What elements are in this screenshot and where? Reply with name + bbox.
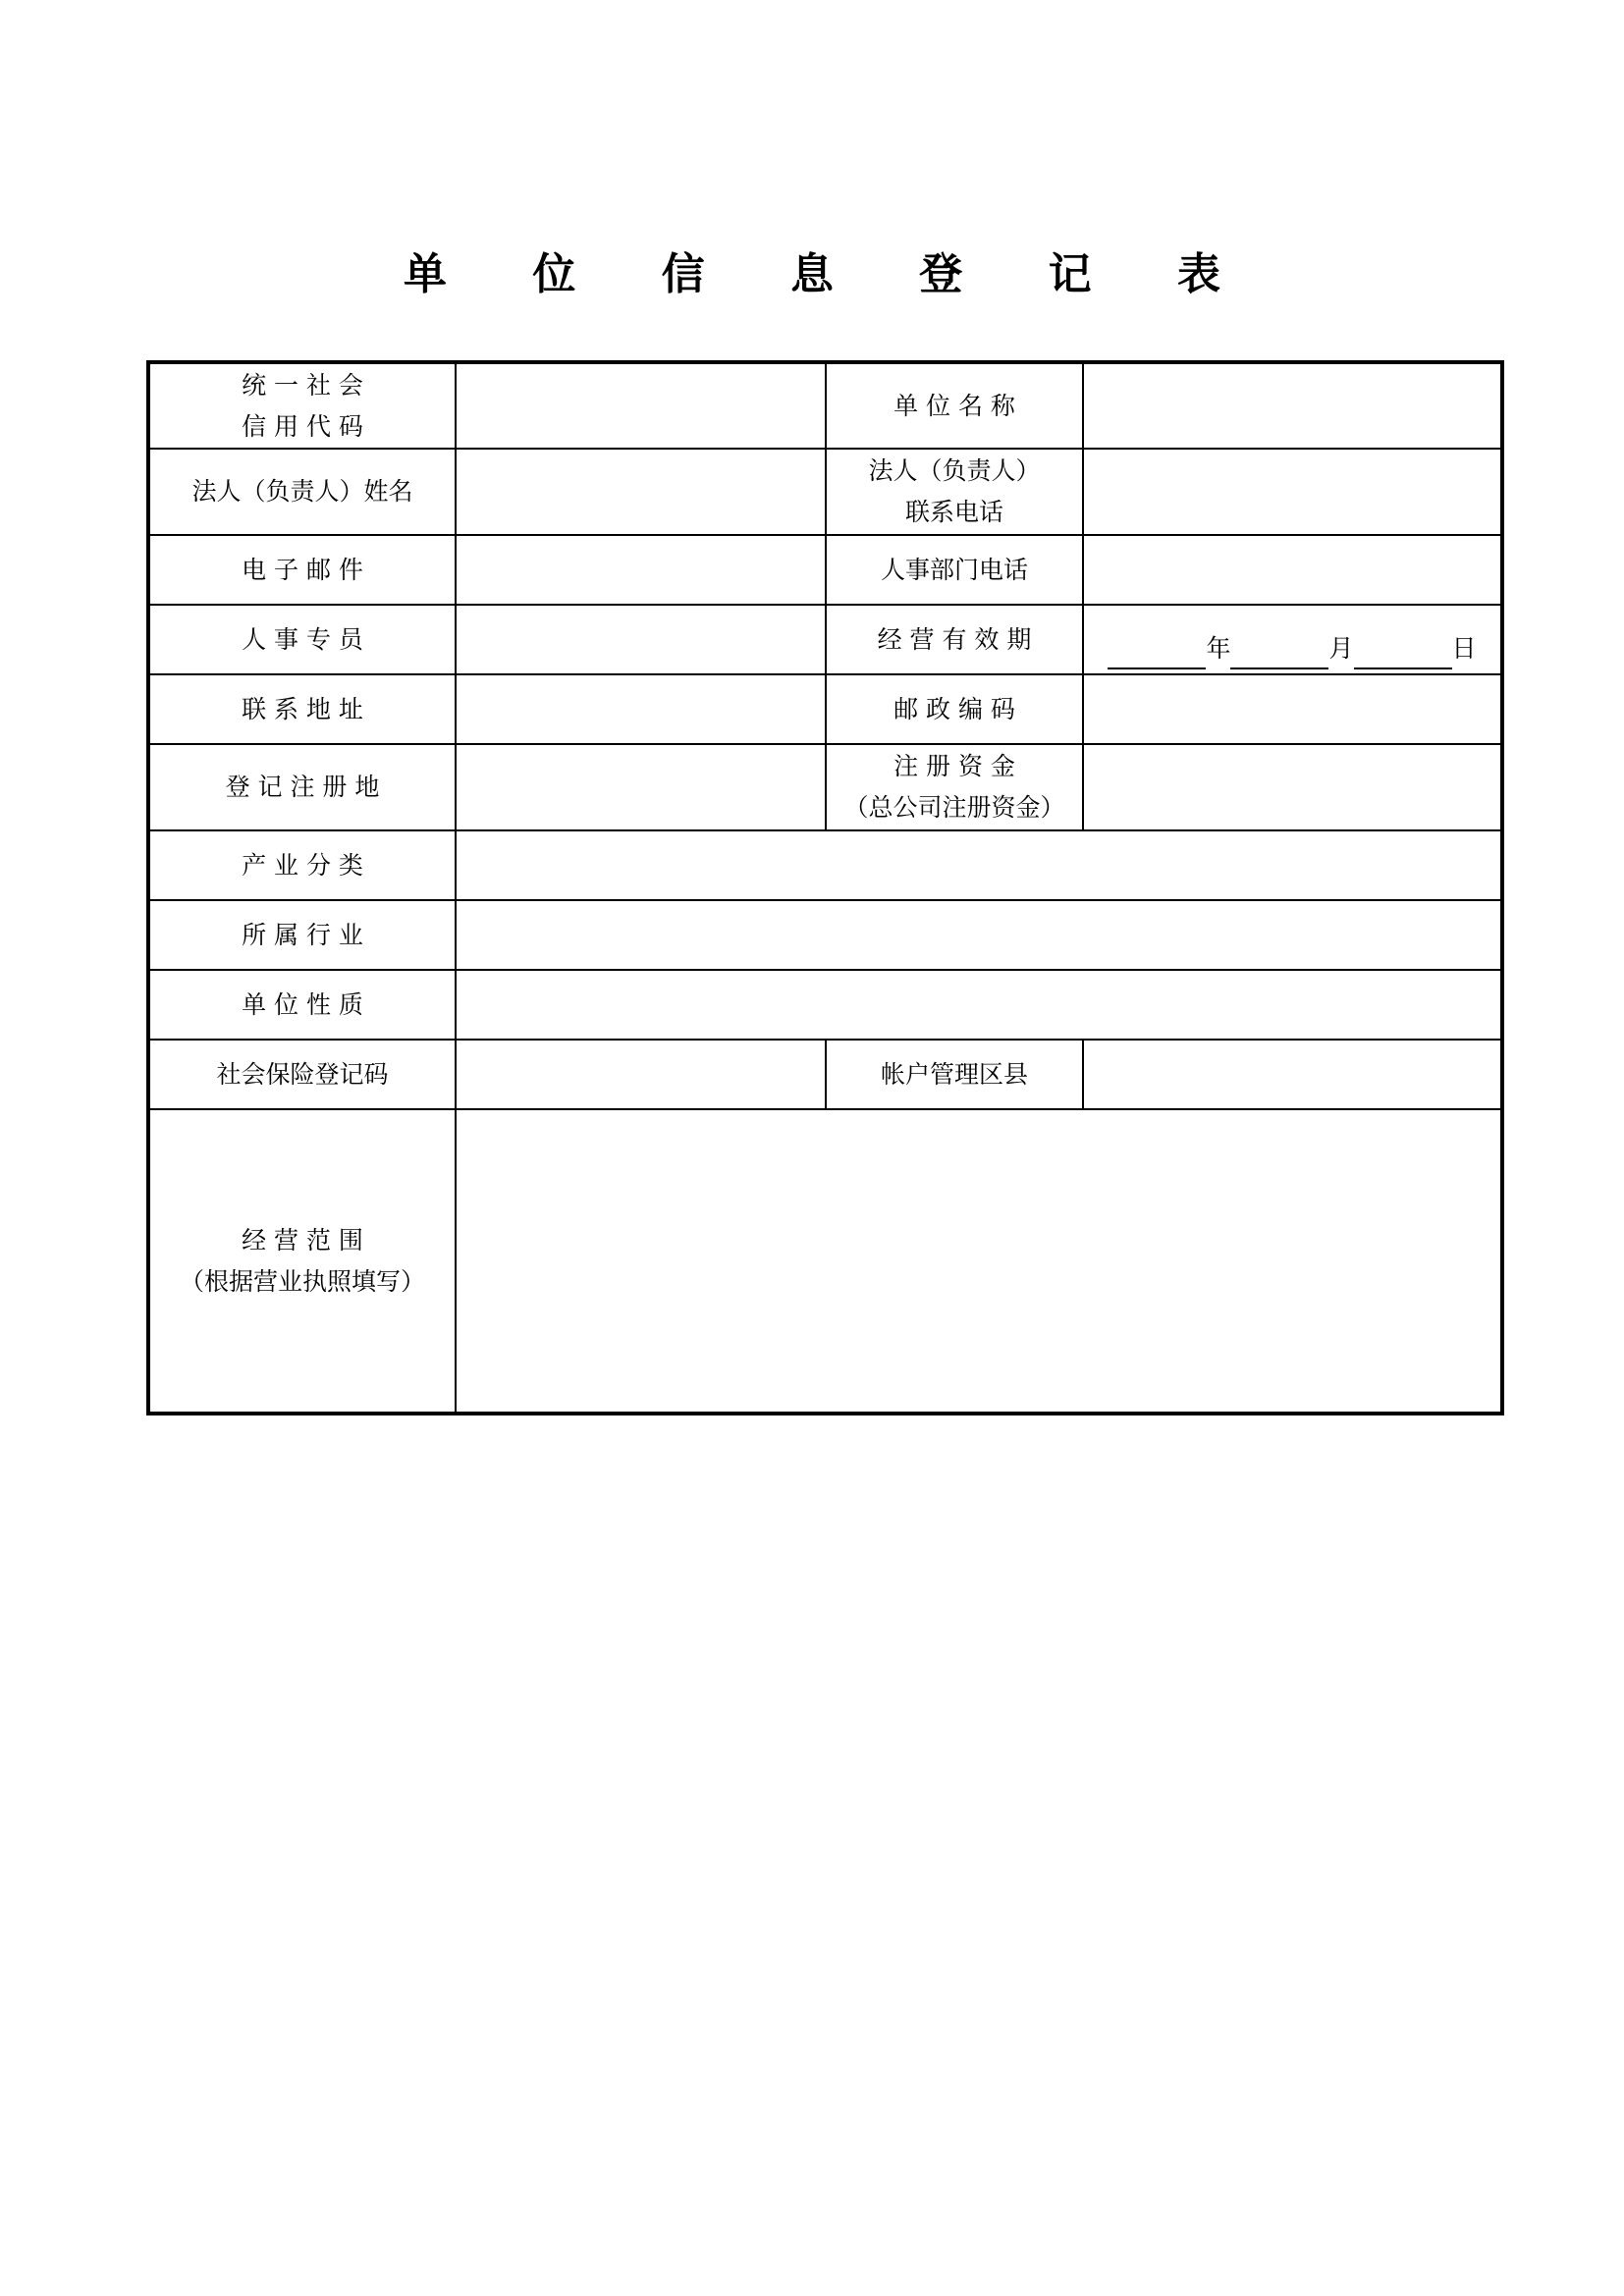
- unit-nature-field[interactable]: [456, 970, 1502, 1040]
- label-social-insurance-code: 社会保险登记码: [148, 1040, 456, 1109]
- unit-info-form: [146, 360, 1504, 1415]
- industry-category-field[interactable]: [456, 830, 1502, 900]
- form-row-credit-code: [148, 362, 1502, 449]
- form-row-social-insurance: [148, 1040, 1502, 1109]
- label-unit-nature: 单 位 性 质: [148, 970, 456, 1040]
- label-business-validity: 经 营 有 效 期: [826, 605, 1083, 674]
- registered-capital-field[interactable]: [1083, 744, 1502, 830]
- form-row-address: [148, 674, 1502, 744]
- email-field[interactable]: [456, 535, 826, 605]
- legal-person-phone-field[interactable]: [1083, 449, 1502, 535]
- day-input[interactable]: [1354, 636, 1452, 669]
- label-business-scope: 经 营 范 围 （根据营业执照填写）: [148, 1109, 456, 1414]
- day-unit: 日: [1451, 633, 1477, 663]
- form-row-industry: [148, 900, 1502, 970]
- form-row-hr-specialist: [148, 605, 1502, 674]
- form-row-business-scope: [148, 1109, 1502, 1414]
- credit-code-field[interactable]: [456, 362, 826, 449]
- label-credit-code: 统 一 社 会 信 用 代 码: [148, 362, 456, 449]
- year-unit: 年: [1206, 633, 1231, 663]
- hr-specialist-field[interactable]: [456, 605, 826, 674]
- unit-name-field[interactable]: [1083, 362, 1502, 449]
- label-unit-name: 单 位 名 称: [826, 362, 1083, 449]
- form-row-unit-nature: [148, 970, 1502, 1040]
- label-email: 电 子 邮 件: [148, 535, 456, 605]
- label-legal-person-name: 法人（负责人）姓名: [148, 449, 456, 535]
- label-postal-code: 邮 政 编 码: [826, 674, 1083, 744]
- label-hr-specialist: 人 事 专 员: [148, 605, 456, 674]
- label-address: 联 系 地 址: [148, 674, 456, 744]
- form-row-registration: [148, 744, 1502, 830]
- label-registered-capital: 注 册 资 金 （总公司注册资金）: [826, 744, 1083, 830]
- label-industry: 所 属 行 业: [148, 900, 456, 970]
- date-input-group: [1084, 611, 1500, 669]
- business-validity-field: [1083, 605, 1502, 674]
- address-field[interactable]: [456, 674, 826, 744]
- page-title: 单 位 信 息 登 记 表: [404, 249, 1256, 299]
- legal-person-name-field[interactable]: [456, 449, 826, 535]
- industry-field[interactable]: [456, 900, 1502, 970]
- label-hr-dept-phone: 人事部门电话: [826, 535, 1083, 605]
- hr-dept-phone-field[interactable]: [1083, 535, 1502, 605]
- postal-code-field[interactable]: [1083, 674, 1502, 744]
- form-row-industry-category: [148, 830, 1502, 900]
- form-row-legal-person: [148, 449, 1502, 535]
- label-registration-place: 登 记 注 册 地: [148, 744, 456, 830]
- month-unit: 月: [1328, 633, 1354, 663]
- registration-place-field[interactable]: [456, 744, 826, 830]
- label-legal-person-phone: 法人（负责人） 联系电话: [826, 449, 1083, 535]
- year-input[interactable]: [1108, 636, 1206, 669]
- month-input[interactable]: [1230, 636, 1328, 669]
- business-scope-field[interactable]: [456, 1109, 1502, 1414]
- form-row-email: [148, 535, 1502, 605]
- label-account-district: 帐户管理区县: [826, 1040, 1083, 1109]
- account-district-field[interactable]: [1083, 1040, 1502, 1109]
- social-insurance-code-field[interactable]: [456, 1040, 826, 1109]
- label-industry-category: 产 业 分 类: [148, 830, 456, 900]
